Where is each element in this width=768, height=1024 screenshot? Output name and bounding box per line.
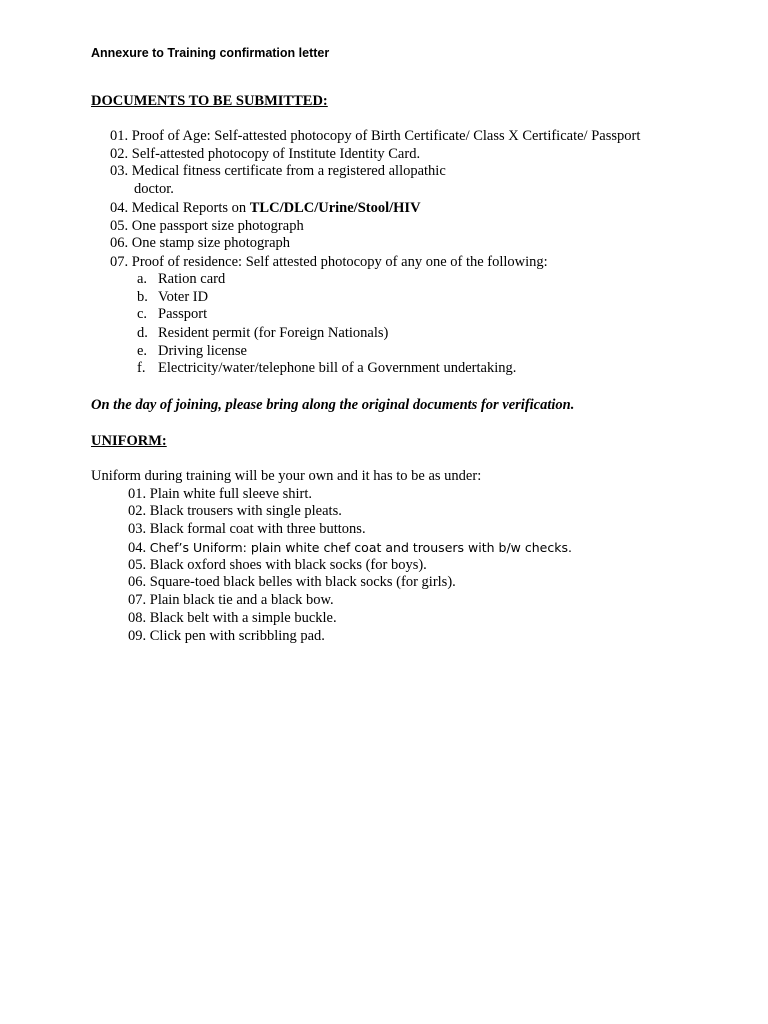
list-item: 08. Black belt with a simple buckle. <box>128 610 337 626</box>
list-item: 02. Self-attested photocopy of Institute Identity Card. <box>110 146 421 162</box>
list-item: 05. One passport size photograph <box>110 218 304 234</box>
list-item: 06. Square-toed black belles with black socks (for girls). <box>128 574 456 590</box>
list-item: 03. Medical fitness certificate from a registered allopathic <box>110 163 446 179</box>
list-item: 07. Plain black tie and a black bow. <box>128 592 334 608</box>
uniform-heading: UNIFORM: <box>91 433 167 449</box>
uniform-intro: Uniform during training will be your own and it has to be as under: <box>91 468 482 484</box>
sub-list-item: a. Ration card <box>137 271 226 287</box>
list-item: 09. Click pen with scribbling pad. <box>128 628 325 644</box>
list-item-continuation: doctor. <box>134 181 174 197</box>
sub-list-item: f. Electricity/water/telephone bill of a Government undertaking. <box>137 360 517 376</box>
list-item: 07. Proof of residence: Self attested photocopy of any one of the following: <box>110 254 548 270</box>
documents-heading: DOCUMENTS TO BE SUBMITTED: <box>91 93 328 109</box>
list-item: 02. Black trousers with single pleats. <box>128 503 342 519</box>
list-item: 04. Chef’s Uniform: plain white chef coat and trousers with b/w checks. <box>128 540 572 556</box>
medical-tests-bold: TLC/DLC/Urine/Stool/HIV <box>249 200 421 216</box>
sub-list-item: e. Driving license <box>137 343 247 359</box>
sub-list-item: b. Voter ID <box>137 289 209 305</box>
list-item: 01. Proof of Age: Self-attested photocopy of Birth Certificate/ Class X Certificate/ Passport <box>110 128 641 144</box>
list-item: 03. Black formal coat with three buttons. <box>128 521 366 537</box>
header-title: Annexure to Training confirmation letter <box>91 46 330 60</box>
list-item: 04. Medical Reports on TLC/DLC/Urine/Stool/HIV <box>110 200 421 216</box>
list-item: 05. Black oxford shoes with black socks (for boys). <box>128 557 427 573</box>
verification-note: On the day of joining, please bring along the original documents for verification. <box>91 397 575 413</box>
list-item: 01. Plain white full sleeve shirt. <box>128 486 313 502</box>
sub-list-item: d. Resident permit (for Foreign Nationals) <box>137 325 389 341</box>
list-item: 06. One stamp size photograph <box>110 235 291 251</box>
sub-list-item: c. Passport <box>137 306 208 322</box>
